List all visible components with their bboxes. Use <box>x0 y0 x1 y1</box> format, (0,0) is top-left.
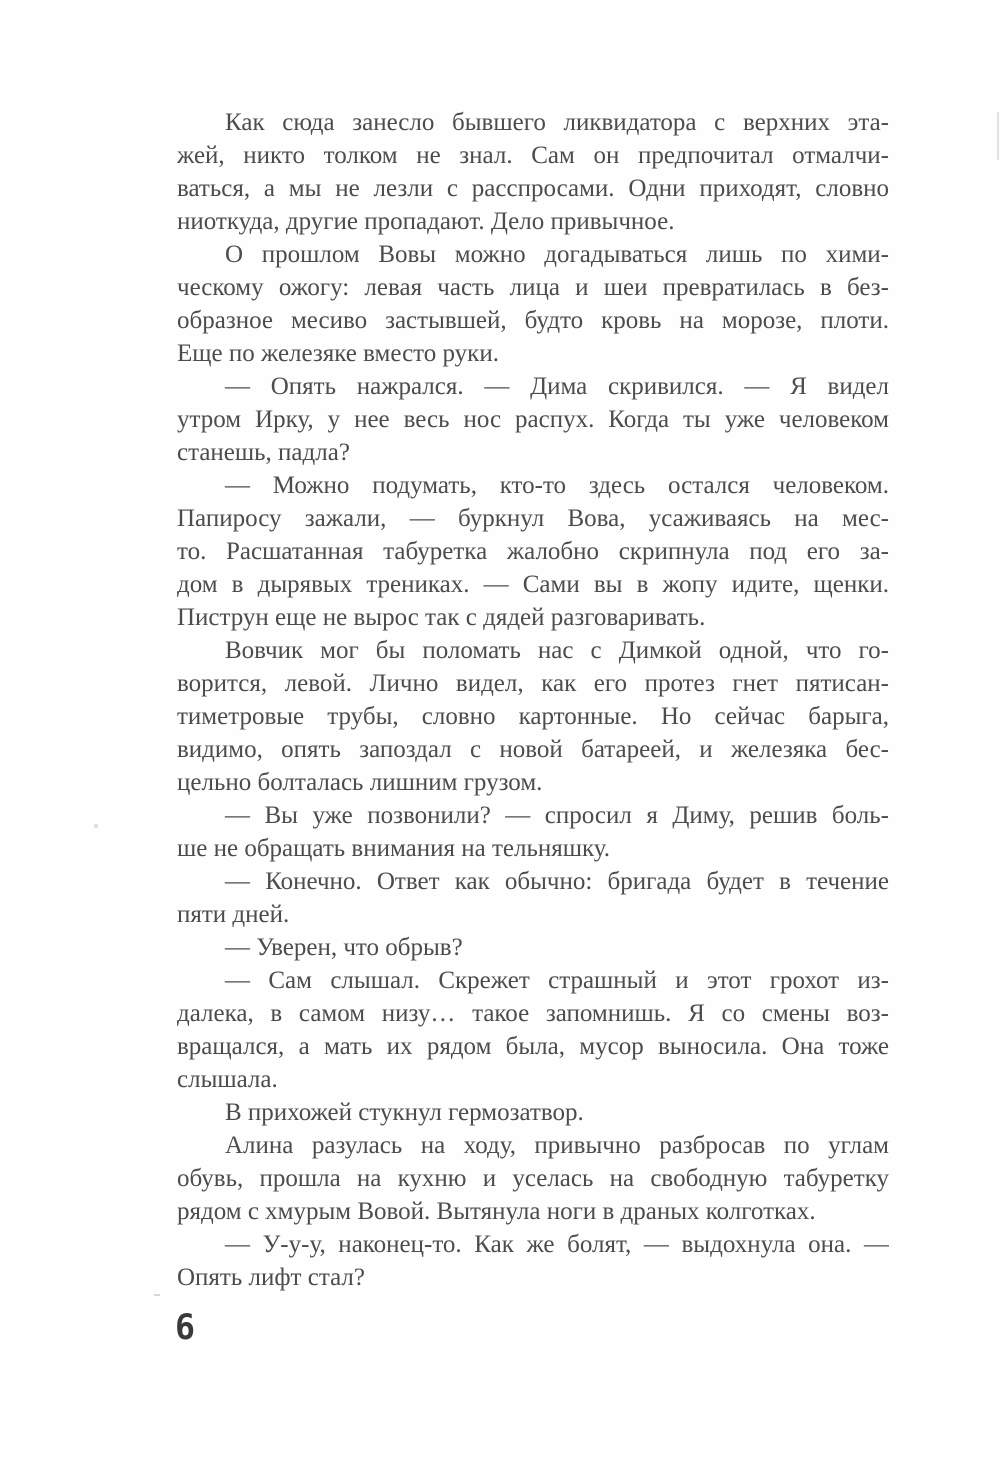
text-line: Пиструн еще не вырос так с дядей разговаривать. <box>177 604 706 631</box>
paragraph <box>177 865 889 931</box>
text-line: — У-у-у, наконец-то. Как же болят, — выдохнула она. — <box>225 1231 889 1258</box>
text-line: Алина разулась на ходу, привычно разбросав по углам <box>225 1132 889 1159</box>
text-line: Еще по железяке вместо руки. <box>177 340 499 367</box>
text-line: — Сам слышал. Скрежет страшный и этот грохот из- <box>225 967 889 994</box>
scan-speck <box>154 1294 160 1296</box>
text-line: рядом с хмурым Вовой. Вытянула ноги в драных колготках. <box>177 1198 816 1225</box>
text-line: станешь, падла? <box>177 439 350 466</box>
text-line: образное месиво застывшей, будто кровь на морозе, плоти. <box>177 307 889 334</box>
scan-speck <box>94 824 98 828</box>
text-line: цельно болталась лишним грузом. <box>177 769 543 796</box>
text-line: Вовчик мог бы поломать нас с Димкой одной, что го- <box>225 637 889 664</box>
text-line: ше не обращать внимания на тельняшку. <box>177 835 611 862</box>
text-line: обувь, прошла на кухню и уселась на свободную табуретку <box>177 1165 889 1192</box>
paragraph <box>177 634 889 799</box>
paragraph <box>177 469 889 634</box>
paragraph <box>177 370 889 469</box>
text-line: жей, никто толком не знал. Сам он предпочитал отмалчи- <box>177 142 889 169</box>
text-line: ваться, а мы не лезли с расспросами. Одни приходят, словно <box>177 175 889 202</box>
text-line: Как сюда занесло бывшего ликвидатора с верхних эта- <box>225 109 889 136</box>
page-number: 6 <box>175 1308 196 1348</box>
text-line: В прихожей стукнул гермозатвор. <box>225 1099 584 1126</box>
text-line: далека, в самом низу… такое запомнишь. Я со смены воз- <box>177 1000 889 1027</box>
text-line: вращался, а мать их рядом была, мусор выносила. Она тоже <box>177 1033 889 1060</box>
text-line: тиметровые трубы, словно картонные. Но сейчас барыга, <box>177 703 889 730</box>
paragraph <box>177 799 889 865</box>
text-line: Папиросу зажали, — буркнул Вова, усаживаясь на мес- <box>177 505 889 532</box>
text-line: утром Ирку, у нее весь нос распух. Когда ты уже человеком <box>177 406 889 433</box>
text-line: О прошлом Вовы можно догадываться лишь по хими- <box>225 241 889 268</box>
text-line: то. Расшатанная табуретка жалобно скрипнула под его за- <box>177 538 889 565</box>
text-line: Опять лифт стал? <box>177 1264 365 1291</box>
text-line: ниоткуда, другие пропадают. Дело привычное. <box>177 208 675 235</box>
text-line: — Можно подумать, кто-то здесь остался человеком. <box>225 472 889 499</box>
text-line: — Конечно. Ответ как обычно: бригада будет в течение <box>225 868 889 895</box>
scan-edge-artifact <box>997 112 999 160</box>
paragraph <box>177 1129 889 1228</box>
paragraph <box>177 238 889 370</box>
paragraph <box>177 106 889 238</box>
text-line: — Вы уже позвонили? — спросил я Диму, решив боль- <box>225 802 889 829</box>
paragraph <box>177 964 889 1096</box>
text-line: ворится, левой. Лично видел, как его протез гнет пятисан- <box>177 670 889 697</box>
text-line: ческому ожогу: левая часть лица и шеи превратилась в без- <box>177 274 889 301</box>
text-line: слышала. <box>177 1066 278 1093</box>
paragraph <box>177 1228 889 1294</box>
body-text <box>177 106 889 1294</box>
text-line: дом в дырявых трениках. — Сами вы в жопу идите, щенки. <box>177 571 889 598</box>
text-line: пяти дней. <box>177 901 290 928</box>
paragraph <box>177 931 889 964</box>
text-line: видимо, опять запоздал с новой батареей, и железяка бес- <box>177 736 889 763</box>
paragraph <box>177 1096 889 1129</box>
text-line: — Уверен, что обрыв? <box>225 934 463 961</box>
text-line: — Опять нажрался. — Дима скривился. — Я видел <box>225 373 889 400</box>
